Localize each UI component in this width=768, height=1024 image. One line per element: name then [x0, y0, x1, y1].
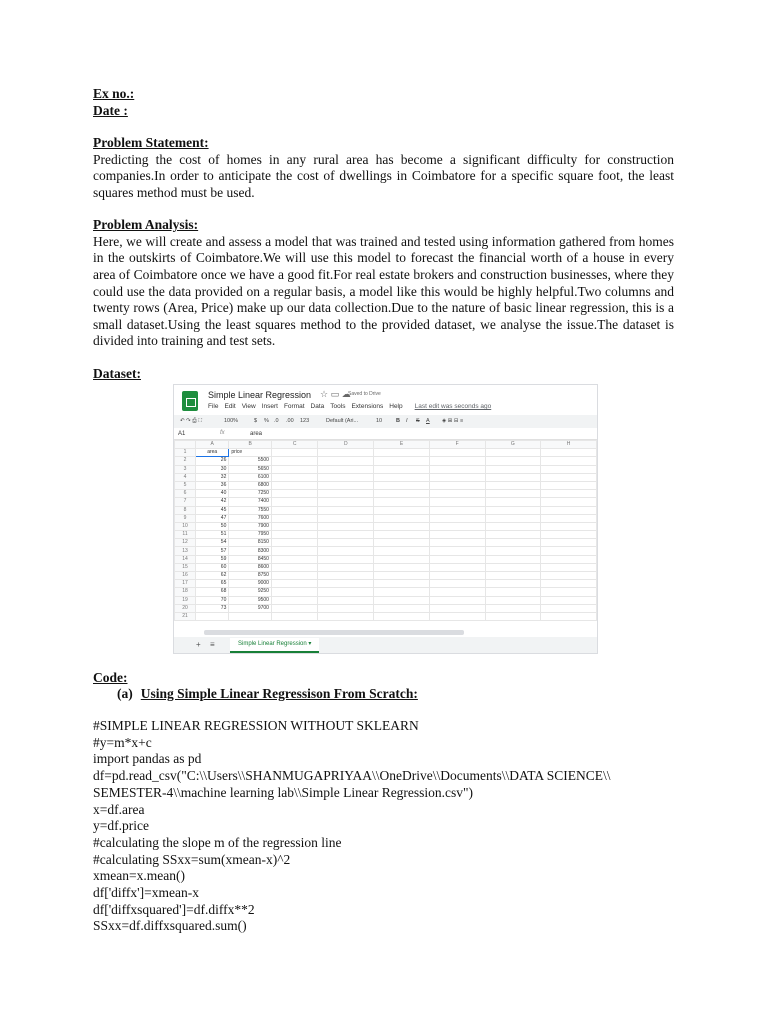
- cell: [541, 457, 597, 465]
- row-number: 16: [175, 572, 196, 580]
- cell: [541, 572, 597, 580]
- cell: [374, 580, 430, 588]
- table-row: [175, 547, 597, 555]
- row-number: 7: [175, 498, 196, 506]
- cell: [429, 555, 485, 563]
- sheet-menu-bar: [208, 403, 491, 410]
- code-line: #calculating the slope m of the regression line: [93, 834, 342, 850]
- cell: [271, 490, 318, 498]
- cell: [271, 531, 318, 539]
- row-number: 9: [175, 514, 196, 522]
- cell: 68: [196, 588, 229, 596]
- cell: [374, 604, 430, 612]
- cell: [318, 490, 374, 498]
- code-line: SEMESTER-4\\machine learning lab\\Simple Linear Regression.csv"): [93, 784, 474, 800]
- cell: 8150: [229, 539, 272, 547]
- cell: 7400: [229, 498, 272, 506]
- cell: [541, 531, 597, 539]
- cell: [429, 596, 485, 604]
- sheet-tab-label: Simple Linear Regression: [238, 641, 307, 647]
- column-header: E: [374, 441, 430, 449]
- cell: [429, 457, 485, 465]
- cell: 62: [196, 572, 229, 580]
- cell: [318, 547, 374, 555]
- cell: 8750: [229, 572, 272, 580]
- row-number: 13: [175, 547, 196, 555]
- row-number: 15: [175, 563, 196, 571]
- cell: [318, 572, 374, 580]
- cell: [485, 481, 541, 489]
- table-row: [175, 588, 597, 596]
- cell: 8300: [229, 547, 272, 555]
- horizontal-scrollbar: [204, 630, 464, 635]
- table-row: [175, 457, 597, 465]
- sheet-title: Simple Linear Regression: [208, 390, 312, 400]
- menu-item-help: Help: [389, 403, 403, 410]
- cell: [271, 522, 318, 530]
- cell: 30: [196, 465, 229, 473]
- cell: [318, 498, 374, 506]
- cell: [318, 588, 374, 596]
- zoom-value: 100%: [224, 418, 239, 424]
- cell: [541, 449, 597, 457]
- cell: [429, 604, 485, 612]
- last-edit-link: Last edit was seconds ago: [414, 403, 492, 410]
- code-line: SSxx=df.diffxsquared.sum(): [93, 918, 247, 934]
- sheets-logo-icon: [182, 391, 198, 411]
- cell: [429, 572, 485, 580]
- cell: [429, 481, 485, 489]
- row-number: 6: [175, 490, 196, 498]
- cell: [541, 612, 597, 620]
- sheet-tab: Simple Linear Regression ▾: [230, 638, 319, 653]
- cell: [318, 531, 374, 539]
- cell: 7250: [229, 490, 272, 498]
- cell: [541, 465, 597, 473]
- cell: 60: [196, 563, 229, 571]
- cell: [318, 539, 374, 547]
- cell: [318, 506, 374, 514]
- code-block: [93, 718, 653, 935]
- cell: 73: [196, 604, 229, 612]
- cell: [429, 514, 485, 522]
- cell: [541, 596, 597, 604]
- code-line: y=df.price: [93, 818, 149, 834]
- document-body: [93, 86, 674, 382]
- table-row: [175, 506, 597, 514]
- cell: [541, 580, 597, 588]
- cell: [374, 531, 430, 539]
- code-line: x=df.area: [93, 801, 145, 817]
- bold-button: B: [396, 418, 400, 424]
- cell: [271, 465, 318, 473]
- row-number: 8: [175, 506, 196, 514]
- cell: [271, 563, 318, 571]
- table-row: [175, 572, 597, 580]
- cell: [429, 498, 485, 506]
- cell: [271, 539, 318, 547]
- cell: [374, 465, 430, 473]
- cell: [429, 522, 485, 530]
- cell: [485, 555, 541, 563]
- sheet-list-icon: ≡: [210, 640, 215, 649]
- cell: [485, 596, 541, 604]
- cell: [485, 522, 541, 530]
- cell: [541, 522, 597, 530]
- cell: [271, 555, 318, 563]
- menu-item-insert: Insert: [261, 403, 278, 410]
- cell: [541, 539, 597, 547]
- table-row: [175, 522, 597, 530]
- cell: [541, 514, 597, 522]
- cell: 45: [196, 506, 229, 514]
- row-number: 12: [175, 539, 196, 547]
- row-number: 11: [175, 531, 196, 539]
- problem-analysis-title: Problem Analysis:: [93, 217, 199, 233]
- cell: [485, 506, 541, 514]
- cell: [271, 449, 318, 457]
- cell: 8600: [229, 563, 272, 571]
- menu-item-edit: Edit: [224, 403, 236, 410]
- cell: [271, 596, 318, 604]
- table-row: [175, 481, 597, 489]
- cell: 9250: [229, 588, 272, 596]
- cell: [541, 498, 597, 506]
- cell: 26: [196, 457, 229, 465]
- cell: 9000: [229, 580, 272, 588]
- dataset-title: Dataset:: [93, 365, 141, 381]
- cell: [485, 604, 541, 612]
- cell: [318, 563, 374, 571]
- percent-button: %: [264, 418, 269, 424]
- cell: area: [196, 449, 229, 457]
- cell: [541, 490, 597, 498]
- cell: [485, 449, 541, 457]
- table-row: [175, 490, 597, 498]
- subsection-title: Using Simple Linear Regressison From Scratch:: [140, 686, 418, 701]
- menu-item-extensions: Extensions: [351, 403, 384, 410]
- cell: 7600: [229, 514, 272, 522]
- cell: [374, 547, 430, 555]
- cell: 36: [196, 481, 229, 489]
- cell: [374, 514, 430, 522]
- column-header: G: [485, 441, 541, 449]
- code-title: Code:: [93, 670, 128, 685]
- code-line: #calculating SSxx=sum(xmean-x)^2: [93, 851, 291, 867]
- row-number: 19: [175, 596, 196, 604]
- cell: [485, 580, 541, 588]
- cell: [429, 531, 485, 539]
- row-number: 18: [175, 588, 196, 596]
- italic-button: I: [406, 418, 408, 424]
- cell: [374, 490, 430, 498]
- saved-status: Saved to Drive: [348, 391, 381, 397]
- table-row: [175, 465, 597, 473]
- cell: 5500: [229, 457, 272, 465]
- cell: 6100: [229, 473, 272, 481]
- cell: [374, 596, 430, 604]
- add-sheet-icon: +: [196, 640, 201, 649]
- cell: [429, 547, 485, 555]
- cell: 51: [196, 531, 229, 539]
- row-number: 17: [175, 580, 196, 588]
- table-row: [175, 539, 597, 547]
- formula-bar: [174, 429, 597, 440]
- column-header: F: [429, 441, 485, 449]
- fx-icon: fx: [220, 430, 225, 436]
- table-row: [175, 449, 597, 457]
- cell: [318, 457, 374, 465]
- cell-reference: A1: [178, 431, 186, 437]
- format-button: 123: [300, 418, 310, 424]
- cell: 70: [196, 596, 229, 604]
- code-subsection: [117, 686, 418, 702]
- menu-item-file: File: [208, 403, 219, 410]
- table-row: [175, 563, 597, 571]
- increase-decimal-button: .00: [286, 418, 294, 424]
- ex-no-label: Ex no.:: [93, 86, 135, 101]
- cell: [374, 588, 430, 596]
- row-number: 14: [175, 555, 196, 563]
- column-header: A: [196, 441, 229, 449]
- cell: [271, 588, 318, 596]
- code-line: xmean=x.mean(): [93, 868, 185, 884]
- cell: [485, 572, 541, 580]
- menu-item-format: Format: [283, 403, 305, 410]
- problem-statement-text: Predicting the cost of homes in any rural area has become a significant difficulty for construction companies.In order to anticipate the cost of dwellings in Coimbatore for a specific square foot, the least squares method must be used.: [93, 151, 674, 200]
- cell: [485, 563, 541, 571]
- cell: [271, 547, 318, 555]
- cell: 50: [196, 522, 229, 530]
- column-header: C: [271, 441, 318, 449]
- cell: [318, 449, 374, 457]
- cell: [196, 612, 229, 620]
- cell: [318, 522, 374, 530]
- cell: [318, 514, 374, 522]
- table-row: [175, 473, 597, 481]
- cell: [429, 490, 485, 498]
- cell: 5650: [229, 465, 272, 473]
- cell: [429, 612, 485, 620]
- problem-statement-title: Problem Statement:: [93, 135, 209, 150]
- cell: [271, 612, 318, 620]
- cell: [485, 612, 541, 620]
- cell: [429, 465, 485, 473]
- table-row: [175, 498, 597, 506]
- cell: [374, 506, 430, 514]
- cell: [374, 481, 430, 489]
- table-row: [175, 514, 597, 522]
- cell: [318, 481, 374, 489]
- decrease-decimal-button: .0: [274, 418, 279, 424]
- cell: [485, 539, 541, 547]
- cell: [429, 449, 485, 457]
- code-line: #y=m*x+c: [93, 734, 152, 750]
- cell: [374, 473, 430, 481]
- table-row: [175, 612, 597, 620]
- cell: [271, 572, 318, 580]
- row-number: 5: [175, 481, 196, 489]
- sheet-grid: [174, 440, 597, 621]
- cell: [541, 588, 597, 596]
- code-line: #SIMPLE LINEAR REGRESSION WITHOUT SKLEARN: [93, 718, 419, 733]
- cell: [429, 588, 485, 596]
- cell: 32: [196, 473, 229, 481]
- row-number: 3: [175, 465, 196, 473]
- corner-cell: [175, 441, 196, 449]
- cell: 7950: [229, 531, 272, 539]
- code-line: df['diffx']=xmean-x: [93, 885, 199, 901]
- cell: [374, 457, 430, 465]
- cell: 7550: [229, 506, 272, 514]
- cell: [318, 580, 374, 588]
- table-row: [175, 555, 597, 563]
- cell: [485, 514, 541, 522]
- text-color-button: A: [426, 418, 430, 424]
- menu-item-data: Data: [310, 403, 325, 410]
- cell: [429, 563, 485, 571]
- menu-item-tools: Tools: [330, 403, 346, 410]
- column-header: D: [318, 441, 374, 449]
- cell: [374, 572, 430, 580]
- sheet-toolbar: [174, 415, 597, 428]
- cell: 57: [196, 547, 229, 555]
- cell: [229, 612, 272, 620]
- cell: [429, 506, 485, 514]
- font-size-select: 10: [376, 418, 383, 424]
- star-icon: ☆ ▭ ☁: [320, 389, 351, 399]
- cell: [541, 473, 597, 481]
- subsection-label: (a): [117, 686, 133, 701]
- cell: [485, 465, 541, 473]
- cell: 6800: [229, 481, 272, 489]
- cell: [374, 539, 430, 547]
- cell: [541, 547, 597, 555]
- cell: [374, 498, 430, 506]
- cell: [271, 473, 318, 481]
- cell: 9500: [229, 596, 272, 604]
- cell: [271, 514, 318, 522]
- cell: [318, 555, 374, 563]
- row-number: 4: [175, 473, 196, 481]
- code-line: import pandas as pd: [93, 751, 202, 767]
- table-row: [175, 596, 597, 604]
- undo-redo-print-icon: ↶ ↷ ⎙ ⛶: [180, 418, 203, 424]
- cell: 42: [196, 498, 229, 506]
- cell: [318, 596, 374, 604]
- row-number: 21: [175, 612, 196, 620]
- cell: 7900: [229, 522, 272, 530]
- menu-item-view: View: [241, 403, 256, 410]
- formula-value: area: [250, 431, 263, 437]
- cell: [541, 555, 597, 563]
- column-header: B: [229, 441, 272, 449]
- cell: [541, 563, 597, 571]
- cell: [271, 481, 318, 489]
- cell: [485, 531, 541, 539]
- fill-borders-icon: ◈ ⊞ ⊟ ≡: [442, 418, 464, 424]
- cell: [485, 547, 541, 555]
- code-line: df['diffxsquared']=df.diffx**2: [93, 901, 255, 917]
- table-row: [175, 604, 597, 612]
- cell: [271, 498, 318, 506]
- cell: 54: [196, 539, 229, 547]
- row-number: 20: [175, 604, 196, 612]
- cell: price: [229, 449, 272, 457]
- cell: [318, 465, 374, 473]
- currency-button: $: [254, 418, 258, 424]
- row-number: 10: [175, 522, 196, 530]
- cell: 8450: [229, 555, 272, 563]
- cell: [485, 457, 541, 465]
- cell: [271, 506, 318, 514]
- cell: 40: [196, 490, 229, 498]
- problem-analysis-text: Here, we will create and assess a model that was trained and tested using information gathered from homes in the outskirts of Coimbatore.We will use this model to forecast the financial worth of a house in every area of Coimbatore once we have a good fit.For real estate brokers and construction businesses, where they could use the data provided on a regular basis, a model like this would be highly helpful.Two columns and twenty rows (Area, Price) make up our data collection.Due to the nature of basic linear regression, this is a small dataset.Using the least squares method to the provided dataset, we analyse the issue.The dataset is divided into training and test sets.: [93, 233, 674, 349]
- cell: [374, 449, 430, 457]
- cell: [271, 457, 318, 465]
- cell: [318, 612, 374, 620]
- row-number: 1: [175, 449, 196, 457]
- cell: [318, 473, 374, 481]
- cell: [485, 490, 541, 498]
- spreadsheet-screenshot: [173, 384, 598, 654]
- cell: [374, 555, 430, 563]
- column-header: H: [541, 441, 597, 449]
- strike-button: S: [416, 418, 420, 424]
- cell: [429, 473, 485, 481]
- cell: [485, 588, 541, 596]
- row-number: 2: [175, 457, 196, 465]
- cell: [541, 481, 597, 489]
- table-row: [175, 580, 597, 588]
- cell: [271, 580, 318, 588]
- code-line: df=pd.read_csv("C:\\Users\\SHANMUGAPRIYAA\\OneDrive\\Documents\\DATA SCIENCE\\: [93, 768, 611, 784]
- cell: 9700: [229, 604, 272, 612]
- cell: [318, 604, 374, 612]
- table-row: [175, 531, 597, 539]
- cell: [429, 580, 485, 588]
- cell: [374, 522, 430, 530]
- cell: [485, 473, 541, 481]
- cell: 47: [196, 514, 229, 522]
- cell: 65: [196, 580, 229, 588]
- sheet-tabs-bar: [174, 637, 597, 653]
- cell: [541, 506, 597, 514]
- cell: [485, 498, 541, 506]
- cell: [374, 563, 430, 571]
- cell: 59: [196, 555, 229, 563]
- cell: [271, 604, 318, 612]
- cell: [374, 612, 430, 620]
- font-select: Default (Ari...: [326, 418, 359, 424]
- cell: [541, 604, 597, 612]
- date-label: Date :: [93, 102, 128, 118]
- cell: [429, 539, 485, 547]
